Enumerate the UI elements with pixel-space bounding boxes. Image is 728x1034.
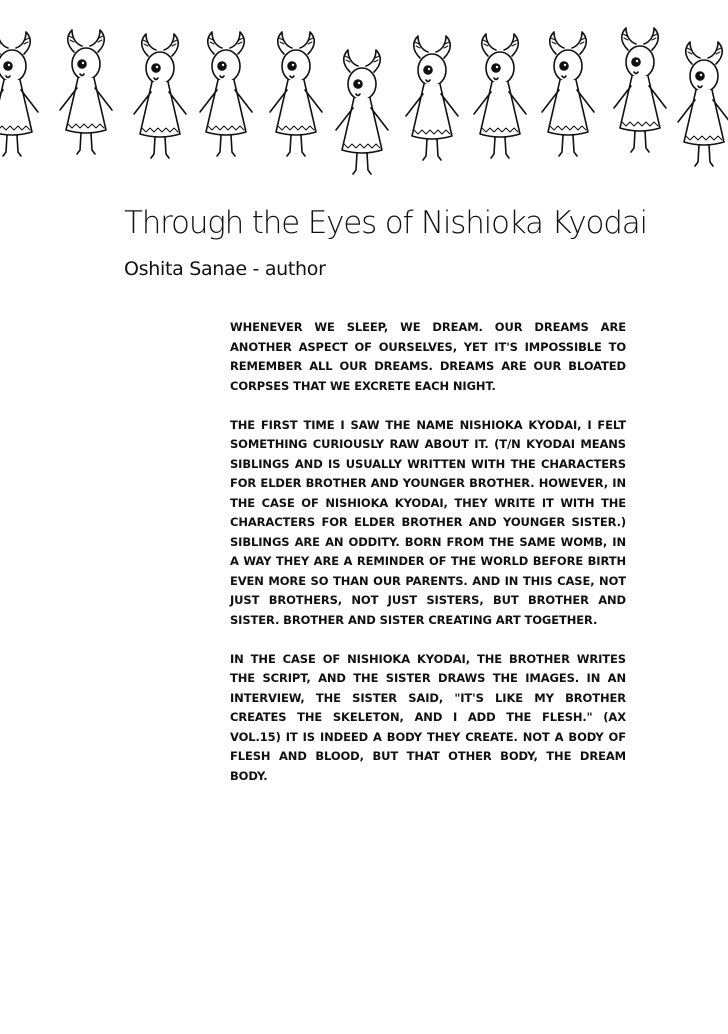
paragraph-1: WHENEVER WE SLEEP, WE DREAM. OUR DREAMS ARE ANOTHER ASPECT OF OURSELVES, YET IT'S IMPOSSIBLE TO REMEMBER ALL OUR DREAMS. DREAMS ARE OUR BLOATED CORPSES THAT WE EXCRETE EACH NIGHT. xyxy=(230,320,626,393)
figure-4 xyxy=(200,32,252,156)
article-title: Through the Eyes of Nishioka Kyodai xyxy=(124,205,647,241)
horned-figures-banner xyxy=(0,0,728,175)
article-byline: Oshita Sanae - author xyxy=(124,258,326,280)
figure-2 xyxy=(60,30,112,154)
figure-5 xyxy=(270,32,322,156)
figure-10 xyxy=(614,28,666,152)
figure-7 xyxy=(406,36,458,160)
figure-8 xyxy=(474,34,526,158)
figure-11 xyxy=(678,42,728,166)
figure-9 xyxy=(542,32,594,156)
figure-3 xyxy=(134,34,186,158)
figure-1 xyxy=(0,32,38,156)
paragraph-2: THE FIRST TIME I SAW THE NAME NISHIOKA KYODAI, I FELT SOMETHING CURIOUSLY RAW ABOUT IT. (T/N KYODAI MEANS SIBLINGS AND IS USUALLY WRITTEN WITH THE CHARACTERS FOR ELDER BROTHER AND YOUNGER BROTHER. HOWEVER, IN THE CASE OF NISHIOKA KYODAI, THEY WRITE IT WITH THE CHARACTERS FOR ELDER BROTHER AND YOUNGER SISTER.) SIBLINGS ARE AN ODDITY. BORN FROM THE SAME WOMB, IN A WAY THEY ARE A REMINDER OF THE WORLD BEFORE BIRTH EVEN MORE SO THAN OUR PARENTS. AND IN THIS CASE, NOT JUST BROTHERS, NOT JUST SISTERS, BUT BROTHER AND SISTER. BROTHER AND SISTER CREATING ART TOGETHER. xyxy=(230,417,626,627)
article-body xyxy=(230,318,626,806)
paragraph-3: IN THE CASE OF NISHIOKA KYODAI, THE BROTHER WRITES THE SCRIPT, AND THE SISTER DRAWS THE IMAGES. IN AN INTERVIEW, THE SISTER SAID, "IT'S LIKE MY BROTHER CREATES THE SKELETON, AND I ADD THE FLESH." (AX VOL.15) IT IS INDEED A BODY THEY CREATE. NOT A BODY OF FLESH AND BLOOD, BUT THAT OTHER BODY, THE DREAM BODY. xyxy=(230,651,626,783)
figure-6 xyxy=(336,50,388,174)
